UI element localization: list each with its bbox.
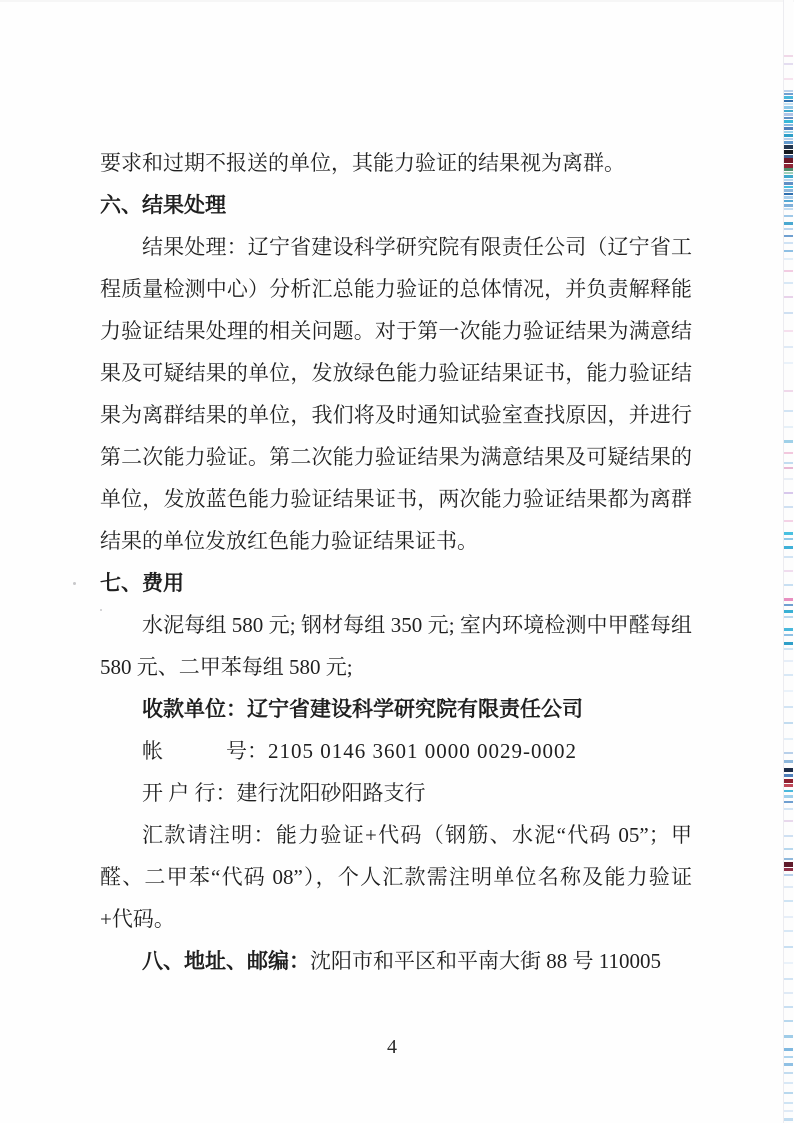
scan-noise-line — [784, 690, 793, 692]
scan-noise-line — [784, 546, 793, 549]
scan-noise-line — [784, 182, 793, 185]
scan-noise-line — [784, 848, 793, 850]
account-number-value: 2105 0146 3601 0000 0029-0002 — [268, 739, 577, 763]
scan-noise-line — [784, 642, 793, 645]
document-content — [100, 142, 692, 982]
scan-noise-line — [784, 598, 793, 601]
scan-noise-line — [784, 242, 793, 244]
paragraph-remittance-note: 汇款请注明：能力验证+代码（钢筋、水泥“代码 05”；甲醛、二甲苯“代码 08”），个人汇款需注明单位名称及能力验证+代码。 — [100, 823, 692, 931]
scan-noise-line — [784, 200, 793, 202]
heading-section-8-address: 八、地址、邮编： — [142, 949, 310, 973]
scan-noise-line — [784, 235, 793, 237]
line-bank-branch: 开 户 行：建行沈阳砂阳路支行 — [142, 781, 426, 805]
scan-noise-line — [784, 208, 793, 210]
scan-noise-line — [784, 978, 793, 980]
scan-noise-line — [784, 312, 793, 314]
scan-noise-line — [784, 801, 793, 803]
scan-speck — [100, 609, 102, 611]
scan-noise-line — [784, 808, 793, 810]
scan-noise-line — [784, 868, 793, 871]
scan-noise-line — [784, 193, 793, 195]
scan-noise-line — [784, 774, 793, 777]
heading-section-7-fees: 七、费用 — [100, 571, 184, 595]
scan-noise-line — [784, 90, 793, 92]
scan-noise-line — [784, 93, 793, 95]
scan-noise-line — [784, 916, 793, 918]
scan-noise-line — [784, 1110, 793, 1112]
scan-noise-line — [784, 158, 793, 163]
scan-noise-line — [784, 1020, 793, 1022]
scan-noise-line — [784, 96, 793, 99]
scan-noise-line — [784, 270, 793, 272]
scan-noise-line — [784, 1063, 793, 1066]
scan-noise-line — [784, 962, 793, 964]
scan-noise-line — [784, 100, 793, 102]
scan-noise-line — [784, 141, 793, 144]
scan-noise-line — [784, 506, 793, 508]
scan-noise-line — [784, 1006, 793, 1008]
scan-noise-line — [784, 556, 793, 558]
scan-noise-line — [784, 362, 793, 364]
paragraph-result-handling: 结果处理：辽宁省建设科学研究院有限责任公司（辽宁省工程质量检测中心）分析汇总能力验证的总体情况，并负责解释能力验证结果处理的相关问题。对于第一次能力验证结果为满意结果及可疑结果的单位，发放绿色能力验证结果证书，能力验证结果为离群结果的单位，我们将及时通知试验室查找原因，并进行第二次能力验证。第二次能力验证结果为满意结果及可疑结果的单位，发放蓝色能力验证结果证书，两次能力验证结果都为离群结果的单位发放红色能力验证结果证书。 — [100, 235, 692, 553]
scan-noise-line — [784, 790, 793, 792]
scan-noise-line — [784, 946, 793, 948]
scan-noise-line — [784, 752, 793, 754]
scan-noise-line — [784, 930, 793, 932]
paragraph-overflow-from-previous-page: 要求和过期不报送的单位，其能力验证的结果视为离群。 — [100, 151, 625, 175]
scan-noise-line — [784, 120, 793, 123]
scan-noise-line — [784, 1048, 793, 1051]
scan-noise-line — [784, 532, 793, 535]
scan-noise-line — [784, 110, 793, 112]
scan-noise-line — [784, 992, 793, 994]
scan-noise-line — [784, 874, 793, 876]
account-number-label: 帐 号： — [142, 739, 268, 763]
scan-noise-line — [784, 452, 793, 454]
scan-noise-line — [784, 520, 793, 522]
scan-noise-line — [784, 784, 793, 787]
scan-noise-line — [784, 660, 793, 662]
scan-noise-line — [784, 78, 793, 80]
scan-noise-line — [784, 900, 793, 902]
scan-noise-line — [784, 258, 793, 260]
scan-noise-line — [784, 222, 793, 225]
scan-noise-line — [784, 1035, 793, 1038]
scan-noise-line — [784, 55, 793, 57]
scan-noise-line — [784, 478, 793, 480]
paragraph-fees: 水泥每组 580 元; 钢材每组 350 元; 室内环境检测中甲醛每组 580 元、二甲苯每组 580 元; — [100, 613, 692, 679]
scan-noise-line — [784, 610, 793, 613]
scan-noise-line — [784, 131, 793, 133]
scan-noise-line — [784, 1056, 793, 1058]
scan-noise-line — [784, 138, 793, 140]
scan-noise-line — [784, 570, 793, 572]
address-postcode-value: 沈阳市和平区和平南大街 88 号 110005 — [310, 949, 661, 973]
scan-noise-line — [784, 189, 793, 192]
scan-noise-line — [784, 134, 793, 137]
scan-noise-line — [784, 706, 793, 708]
scan-noise-line — [784, 779, 793, 783]
scan-noise-line — [784, 616, 793, 618]
scan-noise-line — [784, 426, 793, 428]
scan-noise-line — [784, 584, 793, 586]
scan-noise-line — [784, 410, 793, 412]
heading-section-6-result-handling: 六、结果处理 — [100, 193, 226, 217]
scan-noise-line — [784, 63, 793, 65]
scan-noise-line — [784, 795, 793, 798]
page-number: 4 — [387, 1036, 397, 1058]
scan-noise-line — [784, 760, 793, 763]
scan-noise-line — [784, 858, 793, 860]
scan-noise-line — [784, 1092, 793, 1094]
scan-noise-line — [784, 820, 793, 822]
scan-noise-line — [784, 346, 793, 348]
scan-noise-line — [784, 330, 793, 332]
scan-noise-line — [784, 196, 793, 199]
scan-noise-line — [784, 204, 793, 207]
scan-noise-line — [784, 127, 793, 130]
scan-noise-line — [784, 179, 793, 181]
scan-noise-line — [784, 648, 793, 650]
scan-noise-line — [784, 113, 793, 116]
scan-noise-line — [784, 440, 793, 443]
scan-noise-line — [784, 186, 793, 188]
line-address-postcode — [100, 940, 692, 982]
scan-noise-line — [784, 538, 793, 540]
scan-noise-stripe — [783, 0, 793, 1123]
scan-noise-line — [784, 145, 793, 149]
scan-noise-line — [784, 1082, 793, 1084]
scan-noise-line — [784, 296, 793, 298]
scan-noise-line — [784, 886, 793, 888]
scan-noise-line — [784, 492, 793, 494]
scan-noise-line — [784, 215, 793, 217]
scan-noise-line — [784, 604, 793, 606]
scan-noise-line — [784, 1102, 793, 1104]
scan-noise-line — [784, 835, 793, 837]
scan-noise-line — [784, 124, 793, 126]
scan-noise-line — [784, 1072, 793, 1074]
scan-noise-line — [784, 250, 793, 252]
scan-noise-line — [784, 150, 793, 154]
scan-noise-line — [784, 1118, 793, 1121]
scan-noise-line — [784, 117, 793, 119]
scan-noise-line — [784, 172, 793, 174]
scan-noise-line — [784, 467, 793, 469]
scan-noise-line — [784, 768, 793, 772]
scan-noise-line — [784, 628, 793, 631]
scan-noise-line — [784, 175, 793, 178]
scan-noise-line — [784, 462, 793, 464]
scan-noise-line — [784, 228, 793, 230]
line-account-number — [100, 730, 692, 772]
scan-noise-line — [784, 103, 793, 105]
scan-noise-line — [784, 738, 793, 740]
line-payee-unit: 收款单位：辽宁省建设科学研究院有限责任公司 — [142, 697, 583, 721]
scan-top-edge — [0, 0, 794, 2]
scan-noise-line — [784, 674, 793, 676]
scan-noise-line — [784, 862, 793, 867]
scan-noise-line — [784, 282, 793, 284]
scan-noise-line — [784, 722, 793, 724]
scan-noise-line — [784, 634, 793, 636]
scan-noise-line — [784, 106, 793, 109]
scan-noise-line — [784, 168, 793, 171]
scan-speck — [73, 582, 76, 585]
scan-noise-line — [784, 390, 793, 392]
